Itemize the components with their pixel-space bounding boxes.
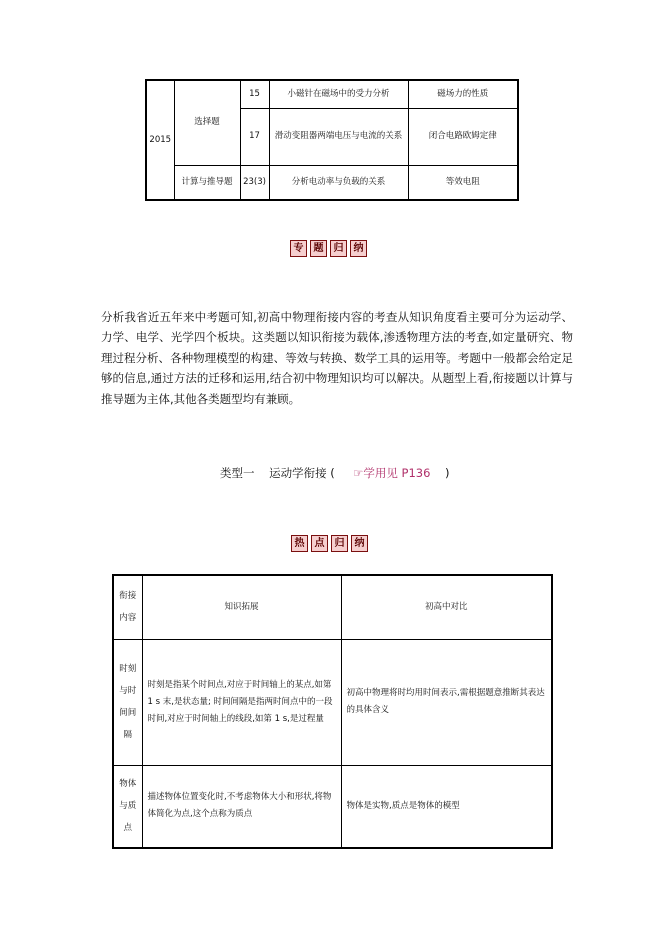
summary-paragraph <box>101 307 573 409</box>
badge-char: 热 <box>291 535 308 552</box>
badge-char: 纳 <box>351 535 368 552</box>
year-cell: 2015 <box>146 80 174 200</box>
header-cell: 衔接内容 <box>113 575 142 639</box>
header-cell: 知识拓展 <box>142 575 341 639</box>
badge-char: 归 <box>331 535 348 552</box>
compare-cell: 物体是实物,质点是物体的模型 <box>341 765 552 848</box>
question-number-cell: 17 <box>240 108 269 165</box>
badge-char: 专 <box>290 240 307 257</box>
topic-cell: 滑动变阻器两端电压与电流的关系 <box>269 108 408 165</box>
page-reference-link[interactable]: ☞学用见 P136 <box>353 466 431 480</box>
section-badge-summary <box>290 240 367 257</box>
section-heading <box>220 465 450 481</box>
type-title: 运动学衔接 <box>269 466 327 480</box>
topic-cell: 分析电动率与负载的关系 <box>269 165 408 200</box>
question-number-cell: 23(3) <box>240 165 269 200</box>
row-label-cell: 物体与质点 <box>113 765 142 848</box>
badge-char: 题 <box>310 240 327 257</box>
badge-char: 纳 <box>350 240 367 257</box>
header-cell: 初高中对比 <box>341 575 552 639</box>
question-number-cell: 15 <box>240 80 269 108</box>
knowledge-point-cell: 等效电阻 <box>408 165 518 200</box>
question-type-cell: 计算与推导题 <box>174 165 240 200</box>
row-label-cell: 时刻与时间间隔 <box>113 639 142 765</box>
badge-char: 归 <box>330 240 347 257</box>
question-type-cell: 选择题 <box>174 80 240 165</box>
section-badge-hotspot <box>291 535 368 552</box>
knowledge-cell: 描述物体位置变化时,不考虑物体大小和形状,将物体简化为点,这个点称为质点 <box>142 765 341 848</box>
exam-table <box>145 79 519 201</box>
type-label: 类型一 <box>220 466 255 480</box>
hotspot-table <box>112 574 553 849</box>
close-paren: ) <box>445 466 450 480</box>
knowledge-point-cell: 磁场力的性质 <box>408 80 518 108</box>
topic-cell: 小磁针在磁场中的受力分析 <box>269 80 408 108</box>
compare-cell: 初高中物理将时均用时间表示,需根据题意推断其表达的具体含义 <box>341 639 552 765</box>
open-paren: ( <box>330 466 335 480</box>
knowledge-point-cell: 闭合电路欧姆定律 <box>408 108 518 165</box>
badge-char: 点 <box>311 535 328 552</box>
summary-text: 分析我省近五年来中考题可知,初高中物理衔接内容的考查从知识角度看主要可分为运动学、力学、电学、光学四个板块。这类题以知识衔接为载体,渗透物理方法的考查,如定量研究、物理过程分析、各种物理模型的构建、等效与转换、数学工具的运用等。考题中一般都会给定足够的信息,通过方法的迁移和运用,结合初中物理知识均可以解决。从题型上看,衔接题以计算与推导题为主体,其他各类题型均有兼顾。 <box>101 310 573 406</box>
knowledge-cell: 时刻是指某个时间点,对应于时间轴上的某点,如第 1 s 末,是状态量; 时间间隔是指两时间点中的一段时间,对应于时间轴上的线段,如第 1 s,是过程量 <box>142 639 341 765</box>
